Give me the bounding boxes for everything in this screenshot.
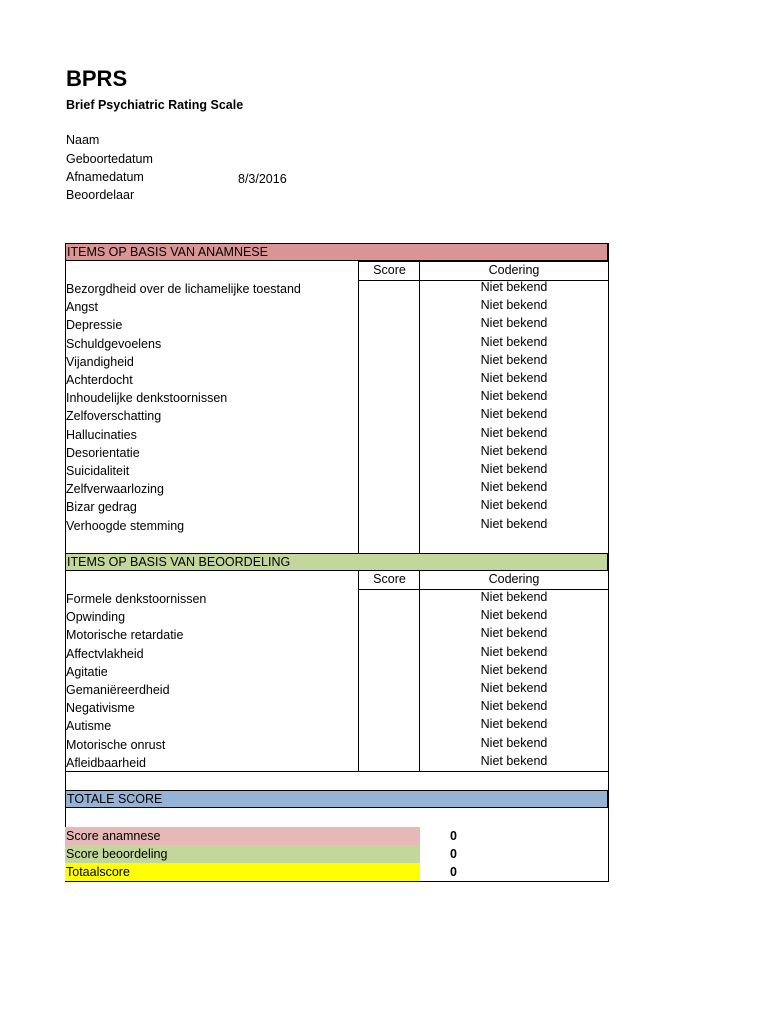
item-label: Motorische onrust: [66, 737, 166, 752]
item-codering: Niet bekend: [480, 316, 548, 331]
item-codering: Niet bekend: [480, 298, 548, 313]
item-codering: Niet bekend: [480, 371, 548, 385]
item-label: Depressie: [66, 318, 123, 333]
totaalscore-value: 0: [450, 865, 457, 879]
item-codering: Niet bekend: [480, 681, 548, 695]
codering-column-header-2: Codering: [488, 572, 540, 586]
item-label: Angst: [66, 300, 98, 315]
score-anamnese-value: 0: [450, 829, 457, 843]
item-codering: Niet bekend: [480, 334, 548, 349]
item-label: Bezorgdheid over de lichamelijke toestand: [66, 282, 301, 296]
item-codering: Niet bekend: [480, 699, 548, 714]
naam-label: Naam: [66, 133, 100, 147]
item-codering: Niet bekend: [480, 498, 548, 513]
item-codering: Niet bekend: [480, 753, 548, 768]
table-right-border: [608, 243, 609, 882]
item-label: Afleidbaarheid: [66, 755, 146, 770]
item-label: Agitatie: [66, 664, 108, 679]
item-label: Inhoudelijke denkstoornissen: [66, 391, 228, 406]
item-label: Suicidaliteit: [66, 464, 130, 478]
item-label: Opwinding: [66, 610, 126, 625]
item-label: Desorientatie: [66, 445, 140, 460]
item-label: Schuldgevoelens: [66, 336, 162, 351]
item-codering: Niet bekend: [480, 644, 548, 659]
item-codering: Niet bekend: [480, 626, 548, 641]
geboortedatum-label: Geboortedatum: [66, 152, 153, 166]
item-label: Affectvlakheid: [66, 646, 144, 661]
section-beoordeling-header: [65, 553, 608, 571]
item-label: Bizar gedrag: [66, 500, 137, 515]
score-column-header: Score: [373, 263, 406, 277]
section-totaal-header: [65, 790, 608, 808]
afnamedatum-label: Afnamedatum: [66, 170, 144, 184]
item-codering: Niet bekend: [480, 735, 548, 750]
item-label: Verhoogde stemming: [66, 518, 185, 533]
table-bottom-border: [65, 881, 609, 882]
item-label: Zelfverwaarlozing: [66, 482, 164, 497]
section-anamnese-title: ITEMS OP BASIS VAN ANAMNESE: [67, 245, 268, 259]
item-label: Zelfoverschatting: [66, 409, 162, 424]
section1-header-rule: [359, 261, 609, 262]
item-codering: Niet bekend: [480, 443, 548, 458]
item-codering: Niet bekend: [480, 608, 548, 623]
page-title: BPRS: [66, 66, 128, 91]
section-beoordeling-title: ITEMS OP BASIS VAN BEOORDELING: [67, 555, 291, 569]
item-codering: Niet bekend: [480, 352, 548, 367]
score-anamnese-label: Score anamnese: [66, 829, 161, 843]
score-column-header-2: Score: [373, 572, 406, 586]
item-label: Achterdocht: [66, 373, 133, 387]
item-codering: Niet bekend: [480, 516, 548, 531]
codering-column-header: Codering: [488, 263, 540, 277]
item-codering: Niet bekend: [480, 662, 548, 677]
section2-bottom-rule: [65, 771, 609, 772]
totaalscore-row: [65, 863, 457, 881]
item-codering: Niet bekend: [480, 407, 548, 422]
page-subtitle: Brief Psychiatric Rating Scale: [66, 98, 244, 112]
item-label: Formele denkstoornissen: [66, 592, 207, 606]
item-label: Negativisme: [66, 701, 135, 716]
item-label: Gemaniëreerdheid: [66, 683, 170, 697]
item-label: Autisme: [66, 719, 112, 734]
afnamedatum-value: 8/3/2016: [238, 172, 287, 186]
item-codering: Niet bekend: [480, 462, 548, 476]
totaalscore-label: Totaalscore: [66, 865, 130, 879]
item-codering: Niet bekend: [480, 425, 548, 440]
item-codering: Niet bekend: [480, 717, 548, 732]
section-anamnese-header: [65, 243, 608, 261]
item-label: Hallucinaties: [66, 427, 137, 442]
section2-score-left: [358, 571, 359, 772]
score-beoordeling-label: Score beoordeling: [66, 847, 168, 861]
score-beoordeling-value: 0: [450, 847, 457, 861]
item-label: Vijandigheid: [66, 354, 134, 369]
item-codering: Niet bekend: [480, 480, 548, 495]
item-codering: Niet bekend: [480, 389, 548, 404]
score-beoordeling-row: [65, 845, 457, 863]
section-totaal-title: TOTALE SCORE: [67, 792, 163, 806]
beoordelaar-label: Beoordelaar: [66, 188, 135, 202]
item-codering: Niet bekend: [480, 590, 548, 604]
section1-score-left: [358, 261, 359, 553]
score-anamnese-row: [65, 827, 457, 845]
item-codering: Niet bekend: [480, 280, 548, 294]
item-label: Motorische retardatie: [66, 628, 184, 643]
